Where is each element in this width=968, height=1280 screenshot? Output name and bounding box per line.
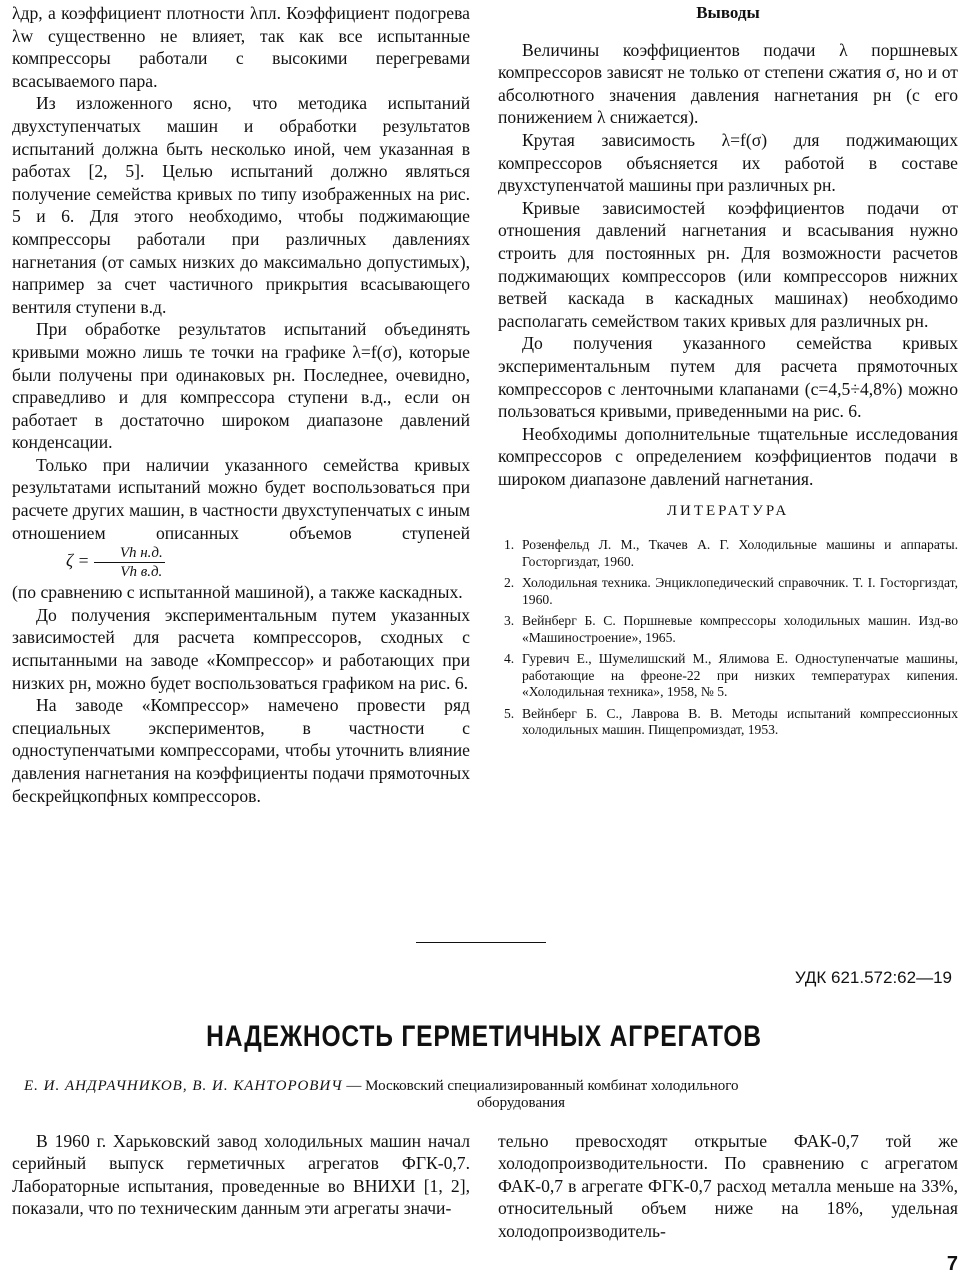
right-paragraph-4: До получения указанного семейства кривых экспериментальным путем для расчета прямоточных компрессоров с ленточными клапанами (c=4,5÷4,8%) можно пользоваться кривыми, приведенными на рис. 6. xyxy=(498,333,958,422)
formula-lhs: ζ = xyxy=(66,550,90,571)
authors-line xyxy=(24,1078,958,1112)
reference-number: 2. xyxy=(504,575,515,591)
left-paragraph-6: На заводе «Компрессор» намечено провести ряд специальных экспериментов, в частности с одноступенчатыми компрессорами, чтобы уточнить влияние давления нагнетания на коэффициенты подачи прямоточных бескрейцкопфных компрессоров. xyxy=(12,695,470,806)
reference-text: Вейнберг Б. С., Лаврова В. В. Методы испытаний компрессионных холодильных машин. Пищепромиздат, 1953. xyxy=(522,705,958,738)
article-right-column xyxy=(498,1130,958,1242)
reference-item xyxy=(498,575,958,608)
reference-text: Холодильная техника. Энциклопедический справочник. Т. I. Госторгиздат, 1960. xyxy=(522,575,958,607)
formula-denominator: Vh в.д. xyxy=(120,564,163,581)
affiliation-line-2: оборудования xyxy=(476,1095,566,1111)
left-paragraph-5: До получения экспериментальным путем указанных зависимостей для расчета компрессоров, сходных с испытанными на заводе «Компрессор» и работающих при низких pн, можно будет воспользоваться графиком на рис. 6. xyxy=(12,604,470,693)
reference-item xyxy=(498,537,958,570)
article-left-text: В 1960 г. Харьковский завод холодильных машин начал серийный выпуск герметичных агрегатов ФГК-0,7. Лабораторные испытания, проведенные во ВНИХИ [1, 2], показали, что по техническим данным эти агрегаты значи- xyxy=(12,1131,470,1219)
left-paragraph-4-end: (по сравнению с испытанной машиной), а также каскадных. xyxy=(12,582,463,603)
left-paragraph-3: При обработке результатов испытаний объединять кривыми можно лишь те точки на графике λ=f(σ), которые были получены при одинаковых pн. Последнее, очевидно, справедливо и для компрессора ступени в.д., если он работает в достаточно широком диапазоне давлений конденсации. xyxy=(12,319,470,453)
right-paragraph-3: Кривые зависимостей коэффициентов подачи от отношения давлений нагнетания и всасывания нужно строить для постоянных pн. Для возможности расчетов поджимающих компрессоров (или компрессоров нижних ветвей каскада в каскадных машинах) необходимо располагать семейством таких кривых для различных pн. xyxy=(498,197,958,331)
references-list xyxy=(498,537,958,739)
reference-number: 5. xyxy=(504,705,515,721)
article-right-text: тельно превосходят открытые ФАК-0,7 той же холодопроизводительности. По сравнению с агрегатом ФАК-0,7 в агрегате ФГК-0,7 расход металла меньше на 33%, относительный объем ниже на 18%, удельная холодопроизводитель- xyxy=(498,1131,958,1241)
left-paragraph-4 xyxy=(12,454,470,581)
reference-text: Вейнберг Б. С. Поршневые компрессоры холодильных машин. Изд-во «Машиностроение», 1965. xyxy=(522,613,958,645)
conclusions-heading: Выводы xyxy=(696,3,760,22)
left-column xyxy=(12,2,470,807)
right-paragraph-2: Крутая зависимость λ=f(σ) для поджимающих компрессоров объясняется их работой в составе двухступенчатой машины при различных pн. xyxy=(498,129,958,196)
reference-number: 4. xyxy=(504,651,515,667)
author-names: Е. И. АНДРАЧНИКОВ, В. И. КАНТОРОВИЧ xyxy=(24,1078,343,1094)
affiliation-line-1: — Московский специализированный комбинат холодильного xyxy=(346,1078,739,1094)
references-heading: ЛИТЕРАТУРА xyxy=(666,503,790,520)
zeta-formula xyxy=(42,544,165,581)
formula-numerator: Vh н.д. xyxy=(94,544,165,563)
reference-number: 1. xyxy=(504,537,515,553)
udc-code: УДК 621.572:62—19 xyxy=(794,968,952,987)
right-paragraph-5: Необходимы дополнительные тщательные исследования компрессоров с определением коэффициентов подачи в широком диапазоне давлений нагнетания. xyxy=(498,423,958,489)
right-column xyxy=(498,2,958,744)
reference-item xyxy=(498,706,958,739)
section-divider xyxy=(416,942,546,943)
article-title: НАДЕЖНОСТЬ ГЕРМЕТИЧНЫХ АГРЕГАТОВ xyxy=(206,1020,762,1053)
left-paragraph-2: Из изложенного ясно, что методика испытаний двухступенчатых машин и обработки результатов испытаний должна быть несколько иной, чем указанная в работах [2, 5]. Целью испытаний должно являться получение семейства кривых по типу изображенных на рис. 5 и 6. Для этого необходимо, чтобы поджимающие компрессоры работали при различных давлениях нагнетания (от самых низких до максимально допустимых), например за счет частичного прикрытия всасывающего вентиля ступени в.д. xyxy=(12,93,470,317)
left-paragraph-1: λдр, а коэффициент плотности λпл. Коэффициент подогрева λw существенно не влияет, так как все испытанные компрессоры работали с высокими перегревами всасываемого пара. xyxy=(12,3,470,91)
reference-text: Гуревич Е., Шумелишский М., Ялимова Е. Одноступенчатые машины, работающие на фреоне-22 при низких температурах кипения. «Холодильная техника», 1958, № 5. xyxy=(522,651,958,700)
formula-fraction xyxy=(94,544,165,581)
right-paragraph-1: Величины коэффициентов подачи λ поршневых компрессоров зависят не только от степени сжатия σ, но и от абсолютного значения давления нагнетания pн (с его понижением λ снижается). xyxy=(498,39,958,128)
page-number: 7 xyxy=(946,1253,958,1275)
reference-text: Розенфельд Л. М., Ткачев А. Г. Холодильные машины и аппараты. Госторгиздат, 1960. xyxy=(522,537,958,569)
reference-number: 3. xyxy=(504,613,515,629)
reference-item xyxy=(498,651,958,701)
left-paragraph-4-text: Только при наличии указанного семейства кривых результатами испытаний можно будет воспользоваться при расчете других машин, в частности двухступенчатых с иным отношением описанных объемов ступеней xyxy=(12,454,470,543)
reference-item xyxy=(498,613,958,646)
article-left-column xyxy=(12,1130,470,1220)
